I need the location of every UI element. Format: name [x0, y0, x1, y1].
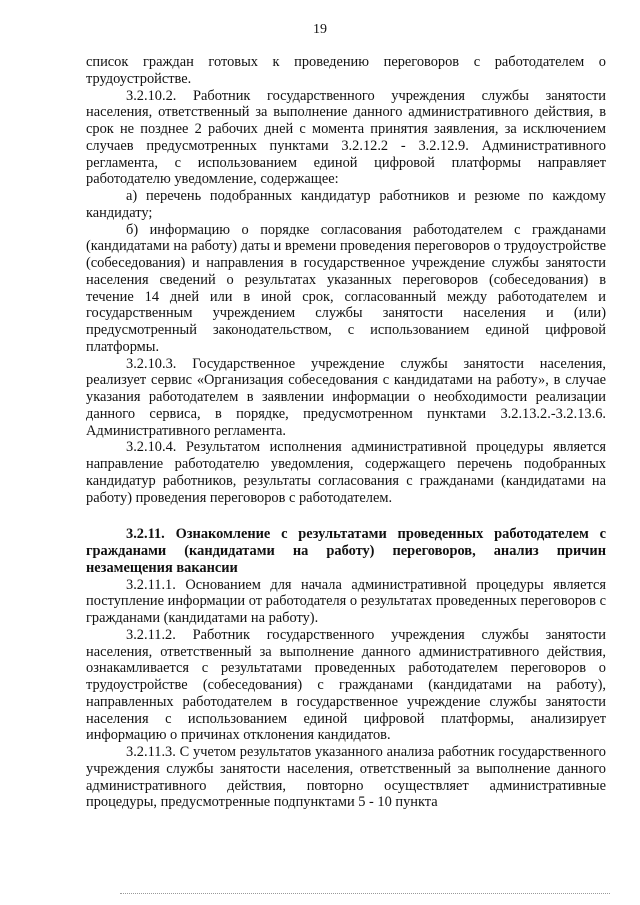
paragraph-3-2-11-3: 3.2.11.3. С учетом результатов указанного анализа работник государственного учреждения службы занятости населения, ответственный за выполнение данного административного действия, повторно осуществляет административные процедуры, предусмотренные подпунктами 5 - 10 пункта [86, 744, 606, 811]
list-item-a: а) перечень подобранных кандидатур работников и резюме по каждому кандидату; [86, 188, 606, 221]
section-heading-3-2-11: 3.2.11. Ознакомление с результатами проведенных работодателем с гражданами (кандидатами на работу) переговоров, анализ причин незамещения вакансии [86, 526, 606, 576]
paragraph-3-2-10-4: 3.2.10.4. Результатом исполнения административной процедуры является направление работодателю уведомления, содержащего перечень подобранных кандидатур работников, результаты согласования с гражданами (кандидатами на работу) проведения переговоров с работодателем. [86, 439, 606, 506]
paragraph-3-2-10-3: 3.2.10.3. Государственное учреждение службы занятости населения, реализует сервис «Организация собеседования с кандидатами на работу», в случае указания работодателем в заявлении информации о необходимости реализации данного сервиса, в порядке, предусмотренном пунктами 3.2.13.2.-3.2.13.6. Административного регламента. [86, 355, 606, 439]
list-item-b: б) информацию о порядке согласования работодателем с гражданами (кандидатами на работу) даты и времени проведения переговоров о трудоустройстве (собеседования) и направления в государственное учреждение службы занятости населения сведений о результатах указанных переговоров (собеседования) в течение 14 дней или в иной срок, согласованный между работодателем и государственным учреждением службы занятости населения и (или) предусмотренный законодательством, с использованием единой цифровой платформы. [86, 221, 606, 355]
paragraph-3-2-11-1: 3.2.11.1. Основанием для начала административной процедуры является поступление информации от работодателя о результатах проведенных переговоров с гражданами (кандидатами на работу). [86, 576, 606, 626]
paragraph-3-2-11-2: 3.2.11.2. Работник государственного учреждения службы занятости населения, ответственный за выполнение данного административного действия, ознакамливается с результатами проведенных работодателем переговоров о трудоустройстве (собеседования) с гражданами (кандидатами на работу), направленных работодателем в государственное учреждение службы занятости населения с использованием единой цифровой платформы, анализирует информацию о причинах отклонения кандидатов. [86, 626, 606, 744]
document-body [86, 54, 606, 811]
paragraph-3-2-10-2: 3.2.10.2. Работник государственного учреждения службы занятости населения, ответственный за выполнение данного административного действия, в срок не позднее 2 рабочих дней с момента принятия заявления, за исключением случаев предусмотренных пунктами 3.2.12.2 - 3.2.12.9. Административного регламента, с использованием единой цифровой платформы направляет работодателю уведомление, содержащее: [86, 87, 606, 188]
page-number: 19 [313, 22, 327, 37]
scan-artifact-line [120, 893, 610, 895]
paragraph-continuation: список граждан готовых к проведению переговоров с работодателем о трудоустройстве. [86, 54, 606, 87]
